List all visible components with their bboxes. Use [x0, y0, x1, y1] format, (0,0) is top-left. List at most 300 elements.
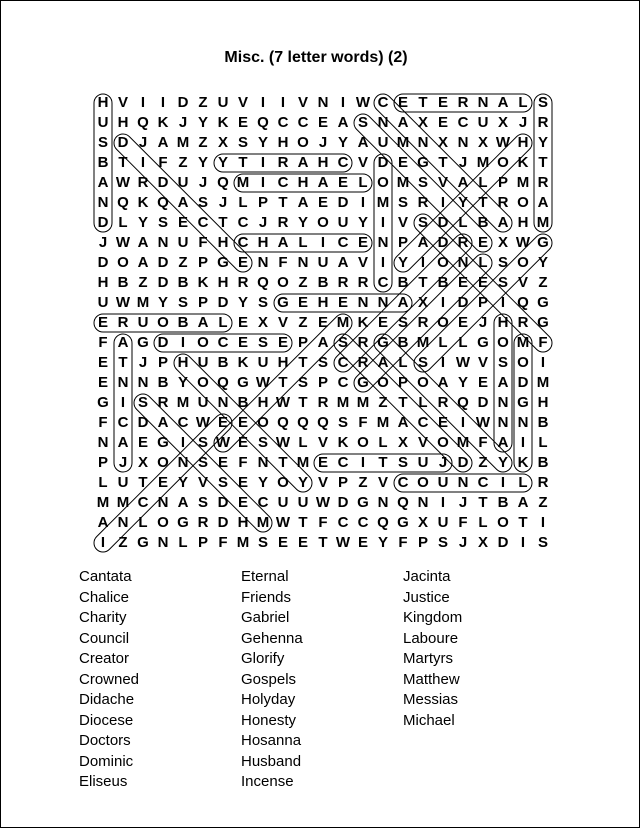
grid-letter: W: [515, 234, 531, 251]
grid-letter: U: [197, 394, 209, 411]
grid-letter: Q: [257, 274, 269, 291]
grid-letter: D: [457, 454, 469, 471]
word-list-item: Doctors: [79, 732, 131, 749]
grid-letter: M: [516, 334, 530, 351]
grid-letter: A: [537, 194, 549, 211]
word-list: [79, 567, 579, 797]
grid-letter: N: [257, 454, 269, 471]
grid-letter: Y: [497, 454, 508, 471]
grid-letter: D: [157, 174, 169, 191]
grid-letter: D: [457, 294, 469, 311]
grid-letter: S: [397, 314, 408, 331]
grid-letter: Y: [397, 254, 408, 271]
grid-letter: E: [97, 314, 108, 331]
grid-letter: Q: [457, 394, 469, 411]
grid-letter: R: [537, 114, 549, 131]
grid-letter: L: [518, 474, 528, 491]
grid-letter: G: [537, 314, 549, 331]
grid-letter: X: [417, 114, 428, 131]
grid-letter: B: [97, 154, 109, 171]
grid-letter: Z: [358, 474, 368, 491]
word-list-item: Justice: [403, 588, 450, 606]
grid-letter: L: [178, 534, 188, 551]
grid-letter: E: [217, 454, 228, 471]
grid-letter: I: [520, 534, 526, 551]
grid-letter: E: [477, 274, 488, 291]
grid-letter: N: [97, 194, 109, 211]
grid-letter: E: [237, 254, 248, 271]
grid-letter: N: [377, 234, 389, 251]
grid-letter: E: [177, 214, 188, 231]
grid-letter: N: [497, 414, 509, 431]
grid-letter: Y: [157, 294, 168, 311]
grid-letter: O: [517, 194, 529, 211]
grid-letter: E: [437, 114, 448, 131]
grid-letter: A: [277, 234, 289, 251]
grid-letter: S: [417, 174, 428, 191]
grid-letter: M: [416, 334, 430, 351]
grid-letter: F: [318, 514, 328, 531]
grid-letter: E: [217, 414, 228, 431]
grid-letter: H: [217, 234, 229, 251]
grid-letter: G: [177, 514, 189, 531]
grid-letter: W: [355, 94, 371, 111]
grid-letter: L: [138, 514, 148, 531]
grid-letter: B: [177, 314, 189, 331]
grid-letter: N: [477, 94, 489, 111]
grid-letter: O: [317, 214, 329, 231]
grid-letter: N: [97, 434, 109, 451]
grid-letter: O: [157, 514, 169, 531]
grid-letter: F: [458, 514, 468, 531]
grid-letter: M: [536, 374, 550, 391]
grid-letter: A: [517, 494, 529, 511]
grid-letter: B: [537, 414, 549, 431]
grid-letter: F: [278, 254, 288, 271]
grid-letter: K: [517, 454, 529, 471]
grid-letter: V: [117, 94, 128, 111]
word-list-item: Laboure: [403, 629, 459, 647]
grid-letter: H: [97, 94, 109, 111]
grid-letter: R: [437, 394, 449, 411]
grid-letter: M: [476, 154, 490, 171]
grid-letter: G: [137, 534, 149, 551]
grid-letter: E: [237, 494, 248, 511]
grid-letter: N: [457, 134, 469, 151]
grid-letter: Y: [537, 134, 548, 151]
grid-letter: H: [257, 394, 269, 411]
grid-letter: A: [177, 194, 189, 211]
grid-letter: U: [217, 94, 229, 111]
grid-letter: E: [237, 334, 248, 351]
grid-letter: G: [417, 154, 429, 171]
grid-letter: W: [495, 134, 511, 151]
grid-letter: D: [177, 94, 189, 111]
grid-letter: F: [158, 154, 168, 171]
grid-letter: P: [397, 374, 408, 391]
word-list-item: Gehenna: [241, 629, 303, 647]
grid-letter: J: [458, 154, 468, 171]
grid-letter: E: [477, 374, 488, 391]
grid-letter: R: [457, 94, 469, 111]
grid-letter: N: [457, 254, 469, 271]
grid-letter: A: [157, 414, 169, 431]
grid-letter: G: [397, 514, 409, 531]
grid-letter: D: [337, 194, 349, 211]
grid-letter: G: [137, 334, 149, 351]
word-list-item: Diocese: [79, 711, 134, 729]
word-list-item: Cantata: [79, 568, 132, 585]
grid-letter: U: [177, 174, 189, 191]
grid-letter: E: [317, 314, 328, 331]
grid-letter: X: [497, 234, 508, 251]
grid-letter: I: [260, 94, 266, 111]
grid-letter: T: [538, 154, 548, 171]
grid-letter: T: [378, 454, 388, 471]
grid-letter: T: [518, 514, 528, 531]
grid-letter: F: [218, 534, 228, 551]
word-column: [79, 567, 239, 793]
grid-letter: H: [97, 274, 109, 291]
grid-letter: D: [517, 374, 529, 391]
grid-letter: R: [537, 174, 549, 191]
grid-letter: O: [197, 334, 209, 351]
grid-letter: P: [417, 534, 428, 551]
grid-letter: M: [256, 514, 270, 531]
grid-letter: A: [97, 174, 109, 191]
grid-letter: S: [497, 274, 508, 291]
grid-letter: I: [420, 254, 426, 271]
grid-letter: Z: [178, 154, 188, 171]
grid-letter: H: [277, 354, 289, 371]
grid-letter: L: [118, 214, 128, 231]
grid-letter: B: [397, 274, 409, 291]
grid-letter: N: [217, 394, 229, 411]
word-list-item: Glorify: [241, 650, 285, 667]
grid-letter: U: [377, 134, 389, 151]
grid-letter: I: [440, 494, 446, 511]
grid-letter: C: [137, 494, 149, 511]
grid-letter: O: [277, 474, 289, 491]
grid-letter: B: [317, 274, 329, 291]
grid-letter: N: [377, 494, 389, 511]
grid-letter: U: [97, 294, 109, 311]
grid-letter: E: [137, 434, 148, 451]
grid-letter: J: [218, 194, 228, 211]
grid-letter: C: [297, 114, 309, 131]
grid-letter: S: [497, 354, 508, 371]
grid-letter: A: [337, 114, 349, 131]
grid-letter: U: [437, 514, 449, 531]
grid-letter: U: [97, 114, 109, 131]
grid-letter: G: [217, 254, 229, 271]
grid-letter: F: [98, 414, 108, 431]
grid-letter: I: [540, 514, 546, 531]
grid-letter: E: [97, 374, 108, 391]
grid-letter: S: [137, 394, 148, 411]
grid-letter: O: [417, 474, 429, 491]
grid-letter: Y: [197, 154, 208, 171]
grid-letter: Z: [478, 454, 488, 471]
grid-letter: M: [376, 194, 390, 211]
grid-letter: A: [357, 134, 369, 151]
grid-letter: H: [117, 114, 129, 131]
grid-letter: W: [195, 414, 211, 431]
grid-letter: Y: [357, 214, 368, 231]
grid-letter: Y: [377, 534, 388, 551]
grid-letter: N: [317, 94, 329, 111]
word-list-item: Matthew: [403, 670, 460, 688]
grid-letter: R: [337, 274, 349, 291]
grid-letter: W: [115, 294, 131, 311]
grid-letter: W: [215, 434, 231, 451]
grid-letter: A: [497, 434, 509, 451]
grid-letter: X: [477, 534, 488, 551]
grid-letter: S: [317, 354, 328, 371]
grid-letter: E: [317, 114, 328, 131]
grid-letter: X: [257, 314, 268, 331]
grid-letter: E: [237, 414, 248, 431]
grid-letter: T: [298, 354, 308, 371]
grid-letter: F: [538, 334, 548, 351]
grid-letter: J: [118, 454, 128, 471]
word-list-item: Incense: [241, 773, 294, 790]
grid-letter: D: [157, 334, 169, 351]
grid-letter: Z: [118, 534, 128, 551]
grid-letter: T: [278, 454, 288, 471]
grid-letter: Z: [298, 274, 308, 291]
grid-letter: D: [337, 494, 349, 511]
grid-letter: Z: [198, 134, 208, 151]
grid-letter: R: [117, 314, 129, 331]
grid-letter: Y: [337, 134, 348, 151]
grid-letter: R: [417, 314, 429, 331]
grid-letter: M: [176, 394, 190, 411]
grid-letter: X: [137, 454, 148, 471]
grid-letter: E: [237, 314, 248, 331]
grid-letter: X: [417, 514, 428, 531]
grid-letter: X: [417, 294, 428, 311]
grid-letter: B: [157, 374, 169, 391]
grid-letter: Y: [457, 374, 468, 391]
grid-letter: Y: [137, 214, 148, 231]
grid-letter: U: [117, 474, 129, 491]
grid-letter: L: [438, 334, 448, 351]
grid-letter: N: [377, 294, 389, 311]
grid-letter: L: [538, 434, 548, 451]
grid-letter: B: [537, 454, 549, 471]
word-list-item: Holyday: [241, 691, 296, 708]
grid-letter: Q: [257, 114, 269, 131]
grid-letter: E: [437, 414, 448, 431]
grid-letter: E: [477, 234, 488, 251]
grid-letter: J: [198, 174, 208, 191]
grid-letter: E: [297, 294, 308, 311]
grid-letter: V: [237, 94, 248, 111]
grid-letter: L: [378, 434, 388, 451]
grid-letter: O: [517, 354, 529, 371]
grid-letter: M: [96, 494, 110, 511]
grid-letter: D: [137, 414, 149, 431]
grid-letter: A: [497, 214, 509, 231]
grid-letter: S: [397, 454, 408, 471]
grid-letter: R: [357, 274, 369, 291]
grid-letter: D: [437, 214, 449, 231]
grid-letter: F: [478, 434, 488, 451]
grid-letter: A: [497, 374, 509, 391]
grid-letter: H: [497, 314, 509, 331]
grid-letter: R: [197, 514, 209, 531]
grid-letter: I: [120, 394, 126, 411]
grid-letter: A: [137, 234, 149, 251]
grid-letter: O: [157, 314, 169, 331]
grid-letter: B: [177, 274, 189, 291]
grid-letter: D: [157, 254, 169, 271]
grid-letter: M: [136, 294, 150, 311]
grid-letter: T: [478, 494, 488, 511]
grid-letter: S: [357, 114, 368, 131]
grid-letter: B: [477, 214, 489, 231]
grid-letter: P: [337, 474, 348, 491]
grid-letter: O: [357, 434, 369, 451]
grid-letter: T: [418, 94, 428, 111]
grid-letter: I: [140, 94, 146, 111]
grid-letter: N: [457, 474, 469, 491]
grid-letter: S: [257, 294, 268, 311]
grid-letter: V: [517, 274, 528, 291]
grid-letter: Q: [137, 114, 149, 131]
grid-letter: W: [275, 394, 291, 411]
grid-letter: O: [297, 134, 309, 151]
grid-letter: N: [157, 494, 169, 511]
grid-letter: V: [317, 434, 328, 451]
grid-letter: L: [98, 474, 108, 491]
grid-letter: S: [257, 334, 268, 351]
grid-letter: C: [197, 214, 209, 231]
grid-letter: K: [137, 194, 149, 211]
grid-letter: Z: [378, 394, 388, 411]
grid-letter: R: [537, 474, 549, 491]
grid-letter: A: [317, 174, 329, 191]
grid-letter: Z: [178, 254, 188, 271]
word-list-item: Jacinta: [403, 568, 451, 585]
grid-letter: U: [277, 494, 289, 511]
grid-letter: C: [337, 374, 349, 391]
grid-letter: G: [377, 334, 389, 351]
grid-letter: L: [298, 434, 308, 451]
grid-letter: C: [277, 174, 289, 191]
grid-letter: A: [417, 234, 429, 251]
grid-letter: W: [455, 354, 471, 371]
word-list-item: Eternal: [241, 568, 289, 585]
grid-letter: A: [157, 134, 169, 151]
grid-letter: A: [337, 254, 349, 271]
grid-letter: P: [297, 334, 308, 351]
grid-letter: T: [138, 474, 148, 491]
word-list-item: Hosanna: [241, 732, 302, 749]
grid-letter: M: [536, 214, 550, 231]
grid-letter: L: [518, 94, 528, 111]
grid-letter: C: [357, 514, 369, 531]
grid-letter: I: [320, 234, 326, 251]
grid-letter: J: [138, 134, 148, 151]
grid-letter: C: [337, 514, 349, 531]
grid-letter: W: [115, 234, 131, 251]
word-column: [241, 567, 401, 793]
grid-letter: R: [237, 274, 249, 291]
grid-letter: D: [217, 494, 229, 511]
grid-letter: N: [417, 134, 429, 151]
grid-letter: V: [197, 474, 208, 491]
word-list-item: Didache: [79, 691, 135, 708]
grid-letter: D: [117, 134, 129, 151]
grid-letter: W: [335, 534, 351, 551]
grid-letter: J: [438, 454, 448, 471]
grid-letter: K: [517, 154, 529, 171]
word-list-item: Kingdom: [403, 609, 463, 626]
grid-letter: Y: [457, 194, 468, 211]
grid-letter: U: [257, 354, 269, 371]
word-list-item: Michael: [403, 711, 455, 729]
grid-letter: U: [337, 214, 349, 231]
grid-letter: O: [497, 514, 509, 531]
grid-letter: H: [257, 234, 269, 251]
grid-letter: H: [177, 354, 189, 371]
grid-letter: S: [177, 294, 188, 311]
grid-letter: V: [357, 154, 368, 171]
grid-letter: W: [275, 434, 291, 451]
word-list-item: Eliseus: [79, 773, 128, 790]
grid-letter: B: [437, 274, 449, 291]
grid-letter: S: [337, 334, 348, 351]
grid-letter: Q: [117, 194, 129, 211]
grid-letter: S: [97, 134, 108, 151]
grid-letter: N: [517, 414, 529, 431]
grid-letter: I: [500, 294, 506, 311]
grid-letter: I: [100, 534, 106, 551]
grid-letter: C: [277, 114, 289, 131]
grid-letter: T: [438, 154, 448, 171]
grid-letter: D: [217, 294, 229, 311]
grid-letter: G: [157, 434, 169, 451]
grid-letter: L: [478, 514, 488, 531]
grid-letter: Y: [237, 294, 248, 311]
grid-letter: F: [238, 454, 248, 471]
grid-letter: B: [117, 274, 129, 291]
grid-letter: J: [138, 354, 148, 371]
grid-letter: W: [255, 374, 271, 391]
grid-letter: Y: [257, 474, 268, 491]
grid-letter: P: [197, 534, 208, 551]
grid-letter: W: [475, 414, 491, 431]
grid-letter: G: [237, 374, 249, 391]
grid-letter: G: [97, 394, 109, 411]
grid-letter: W: [275, 514, 291, 531]
grid-letter: C: [377, 94, 389, 111]
grid-letter: M: [356, 394, 370, 411]
grid-letter: A: [177, 494, 189, 511]
grid-letter: C: [237, 214, 249, 231]
grid-letter: E: [377, 314, 388, 331]
grid-letter: V: [417, 434, 428, 451]
grid-letter: L: [458, 334, 468, 351]
grid-letter: V: [317, 474, 328, 491]
grid-letter: A: [397, 114, 409, 131]
grid-letter: H: [217, 274, 229, 291]
grid-letter: A: [117, 434, 129, 451]
grid-letter: C: [337, 454, 349, 471]
grid-letter: E: [357, 534, 368, 551]
